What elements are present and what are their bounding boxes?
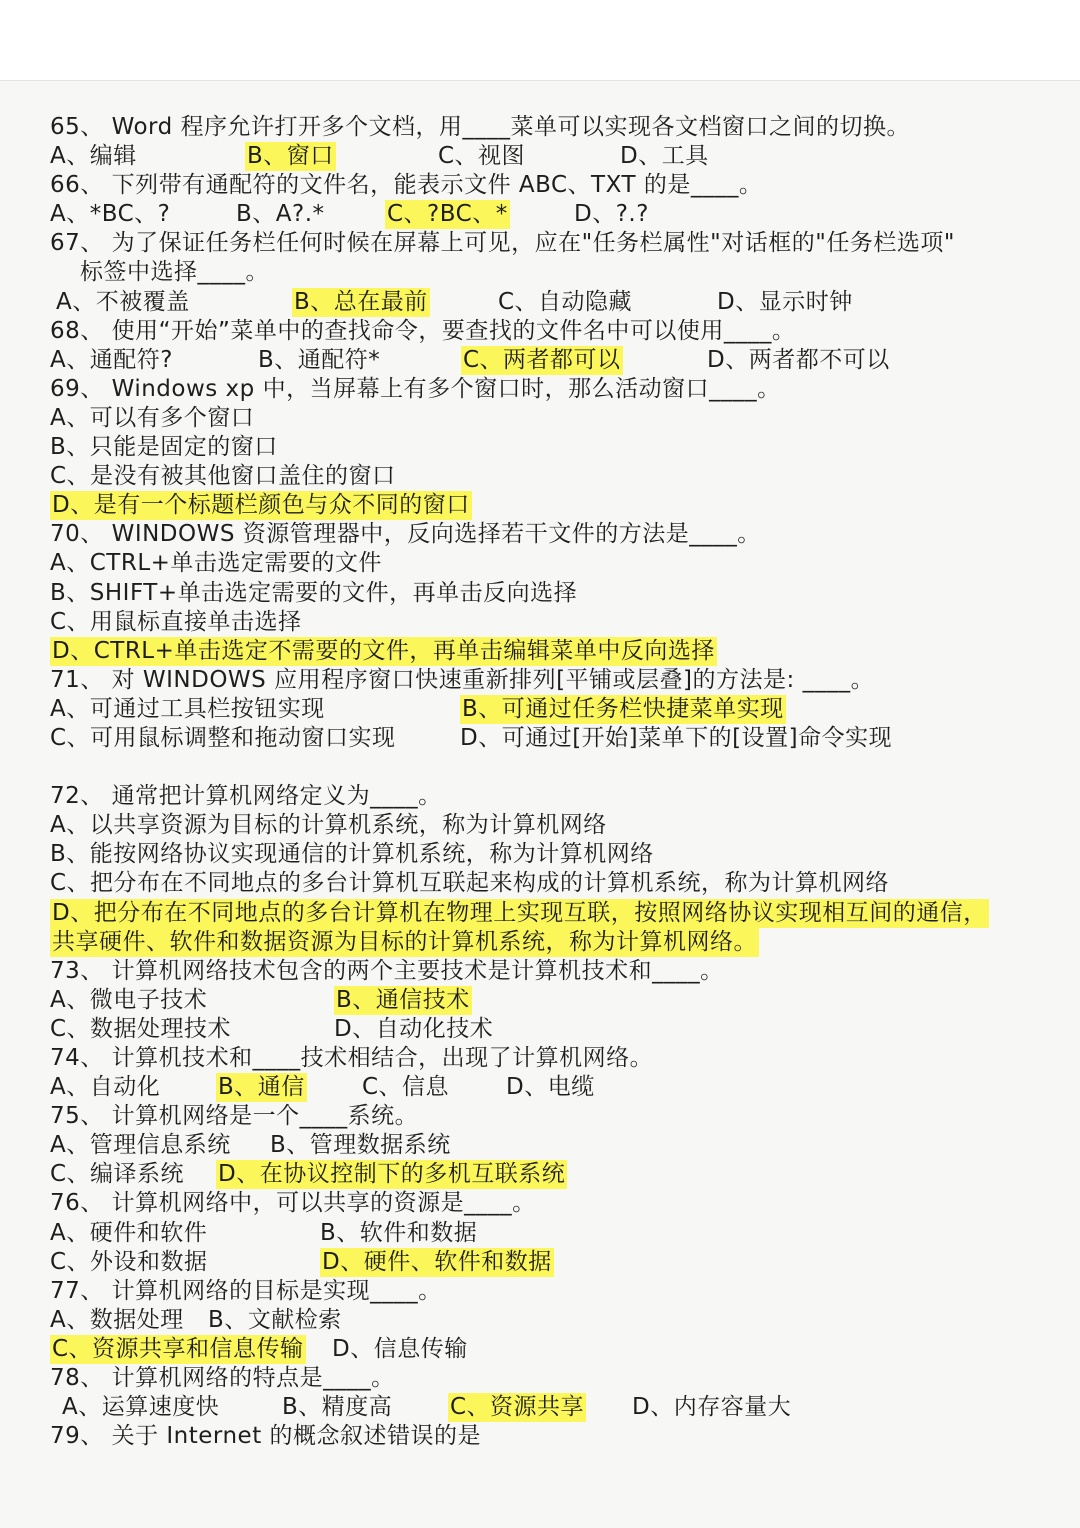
text-segment: D、两者都不可以 bbox=[707, 346, 890, 373]
text-segment: D、显示时钟 bbox=[717, 288, 853, 315]
text-segment: C、是没有被其他窗口盖住的窗口 bbox=[50, 463, 396, 490]
highlighted-answer: C、?BC、* bbox=[387, 201, 508, 228]
document-line bbox=[50, 1422, 1060, 1451]
document-line bbox=[50, 579, 1060, 608]
text-segment: B、SHIFT+单击选定需要的文件，再单击反向选择 bbox=[50, 579, 578, 606]
document-line bbox=[50, 1248, 1060, 1277]
text-segment: 68、 使用“开始”菜单中的查找命令，要查找的文件名中可以使用____。 bbox=[50, 317, 796, 344]
document-line bbox=[50, 1306, 1060, 1335]
text-segment: A、可以有多个窗口 bbox=[50, 404, 255, 431]
document-line bbox=[50, 1277, 1060, 1306]
document-line bbox=[50, 957, 1060, 986]
document-line bbox=[50, 840, 1060, 869]
document-line bbox=[50, 1131, 1060, 1160]
text-segment: 73、 计算机网络技术包含的两个主要技术是计算机技术和____。 bbox=[50, 957, 724, 984]
document-line bbox=[50, 637, 1060, 666]
text-segment: 72、 通常把计算机网络定义为____。 bbox=[50, 783, 442, 810]
document-line bbox=[50, 695, 1060, 724]
text-segment: 标签中选择____。 bbox=[80, 259, 269, 286]
document-line bbox=[50, 258, 1060, 287]
document-line bbox=[50, 142, 1060, 171]
highlighted-answer: B、窗口 bbox=[247, 143, 334, 170]
highlighted-answer: D、是有一个标题栏颜色与众不同的窗口 bbox=[52, 492, 470, 519]
quiz-document bbox=[50, 113, 1060, 1451]
text-segment: A、自动化 bbox=[50, 1074, 161, 1101]
text-segment: C、自动隐藏 bbox=[498, 288, 633, 315]
document-line bbox=[50, 986, 1060, 1015]
document-line bbox=[50, 491, 1060, 520]
text-segment: A、CTRL+单击选定需要的文件 bbox=[50, 550, 382, 577]
text-segment: 71、 对 WINDOWS 应用程序窗口快速重新排列[平铺或层叠]的方法是: ____。 bbox=[50, 666, 875, 693]
text-segment: 74、 计算机技术和____技术相结合，出现了计算机网络。 bbox=[50, 1045, 654, 1071]
document-line bbox=[50, 171, 1060, 200]
document-line bbox=[50, 869, 1060, 898]
text-segment: B、文献检索 bbox=[208, 1306, 342, 1333]
text-segment: 75、 计算机网络是一个____系统。 bbox=[50, 1103, 419, 1130]
text-segment: D、内存容量大 bbox=[632, 1394, 792, 1421]
document-line bbox=[50, 200, 1060, 229]
text-segment: C、信息 bbox=[362, 1074, 450, 1101]
text-segment: 70、 WINDOWS 资源管理器中，反向选择若干文件的方法是____。 bbox=[50, 521, 761, 548]
highlighted-answer: D、硬件、软件和数据 bbox=[322, 1248, 552, 1275]
text-segment: B、管理数据系统 bbox=[270, 1132, 451, 1159]
text-segment: C、把分布在不同地点的多台计算机互联起来构成的计算机系统，称为计算机网络 bbox=[50, 870, 890, 897]
text-segment: D、电缆 bbox=[506, 1074, 595, 1101]
text-segment: A、数据处理 bbox=[50, 1306, 184, 1333]
text-segment: A、编辑 bbox=[50, 143, 137, 170]
text-segment: C、数据处理技术 bbox=[50, 1015, 232, 1042]
text-segment: B、精度高 bbox=[282, 1394, 393, 1421]
document-line bbox=[50, 549, 1060, 578]
highlighted-answer: B、通信 bbox=[218, 1074, 305, 1101]
highlighted-answer: B、总在最前 bbox=[294, 288, 428, 315]
text-segment: D、自动化技术 bbox=[334, 1015, 494, 1042]
text-segment: 79、 关于 Internet 的概念叙述错误的是 bbox=[50, 1423, 482, 1450]
text-segment: A、微电子技术 bbox=[50, 986, 208, 1013]
text-segment: A、以共享资源为目标的计算机系统，称为计算机网络 bbox=[50, 812, 607, 839]
text-segment: 67、 为了保证任务栏任何时候在屏幕上可见，应在"任务栏属性"对话框的"任务栏选项" bbox=[50, 230, 955, 257]
highlighted-answer: D、CTRL+单击选定不需要的文件，再单击编辑菜单中反向选择 bbox=[52, 637, 715, 664]
document-line bbox=[50, 1044, 1060, 1073]
text-segment: B、通配符* bbox=[258, 346, 381, 373]
document-line bbox=[50, 1189, 1060, 1218]
document-line bbox=[50, 1073, 1060, 1102]
text-segment: D、工具 bbox=[620, 143, 709, 170]
text-segment: A、不被覆盖 bbox=[56, 288, 190, 315]
text-segment: A、运算速度快 bbox=[62, 1394, 220, 1421]
text-segment: C、编译系统 bbox=[50, 1161, 185, 1188]
document-line bbox=[50, 317, 1060, 346]
text-segment: D、?.? bbox=[574, 201, 649, 228]
document-line bbox=[50, 1102, 1060, 1131]
text-segment: B、软件和数据 bbox=[320, 1219, 478, 1246]
document-line bbox=[50, 1335, 1060, 1364]
text-segment: B、只能是固定的窗口 bbox=[50, 434, 278, 461]
text-segment: 78、 计算机网络的特点是____。 bbox=[50, 1365, 395, 1392]
document-line bbox=[50, 462, 1060, 491]
document-line bbox=[50, 1160, 1060, 1189]
text-segment: B、能按网络协议实现通信的计算机系统，称为计算机网络 bbox=[50, 841, 654, 868]
text-segment: A、*BC、? bbox=[50, 201, 171, 228]
text-segment: D、信息传输 bbox=[332, 1335, 468, 1362]
document-line bbox=[50, 666, 1060, 695]
document-line bbox=[50, 433, 1060, 462]
document-line bbox=[50, 1364, 1060, 1393]
document-line bbox=[50, 346, 1060, 375]
document-line bbox=[50, 608, 1060, 637]
text-segment: 76、 计算机网络中，可以共享的资源是____。 bbox=[50, 1190, 536, 1217]
document-line bbox=[50, 1015, 1060, 1044]
highlighted-answer: C、资源共享 bbox=[450, 1394, 585, 1421]
text-segment: A、通配符? bbox=[50, 346, 173, 373]
text-segment: A、管理信息系统 bbox=[50, 1132, 231, 1159]
document-line bbox=[50, 520, 1060, 549]
document-line bbox=[50, 899, 1060, 928]
document-line bbox=[50, 1393, 1060, 1422]
document-line bbox=[50, 229, 1060, 258]
text-segment: A、硬件和软件 bbox=[50, 1219, 208, 1246]
text-segment: 77、 计算机网络的目标是实现____。 bbox=[50, 1277, 442, 1304]
document-line bbox=[50, 811, 1060, 840]
document-line bbox=[50, 782, 1060, 811]
highlighted-answer: D、在协议控制下的多机互联系统 bbox=[218, 1161, 566, 1188]
top-bar bbox=[0, 0, 1080, 81]
text-segment: 69、 Windows xp 中，当屏幕上有多个窗口时，那么活动窗口____。 bbox=[50, 375, 781, 402]
highlighted-answer: B、通信技术 bbox=[336, 986, 470, 1013]
document-line bbox=[50, 404, 1060, 433]
highlighted-answer: 共享硬件、软件和数据资源为目标的计算机系统，称为计算机网络。 bbox=[52, 928, 757, 955]
document-line bbox=[50, 113, 1060, 142]
document-line bbox=[50, 375, 1060, 404]
text-segment: C、外设和数据 bbox=[50, 1248, 208, 1275]
document-line bbox=[50, 1219, 1060, 1248]
highlighted-answer: C、资源共享和信息传输 bbox=[52, 1335, 304, 1362]
text-segment: D、可通过[开始]菜单下的[设置]命令实现 bbox=[460, 724, 893, 751]
highlighted-answer: D、把分布在不同地点的多台计算机在物理上实现互联，按照网络协议实现相互间的通信， bbox=[52, 899, 987, 926]
text-segment: 65、 Word 程序允许打开多个文档，用____菜单可以实现各文档窗口之间的切换。 bbox=[50, 114, 911, 140]
document-line bbox=[50, 928, 1060, 957]
text-segment: 66、 下列带有通配符的文件名，能表示文件 ABC、TXT 的是____。 bbox=[50, 172, 763, 199]
text-segment: A、可通过工具栏按钮实现 bbox=[50, 695, 325, 722]
highlighted-answer: B、可通过任务栏快捷菜单实现 bbox=[462, 695, 784, 722]
text-segment: C、视图 bbox=[438, 143, 526, 170]
highlighted-answer: C、两者都可以 bbox=[463, 346, 621, 373]
document-line bbox=[50, 724, 1060, 753]
text-segment: B、A?.* bbox=[236, 201, 325, 228]
text-segment: C、可用鼠标调整和拖动窗口实现 bbox=[50, 724, 396, 751]
blank-line bbox=[50, 753, 1060, 782]
text-segment: C、用鼠标直接单击选择 bbox=[50, 608, 302, 635]
document-line bbox=[50, 288, 1060, 317]
